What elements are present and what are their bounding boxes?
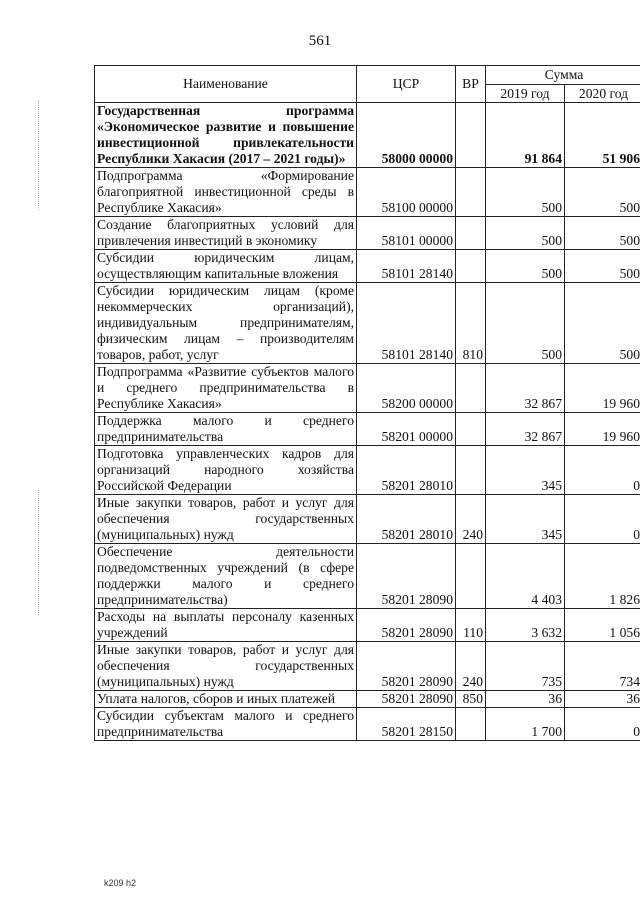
row-csr: 58101 00000	[357, 217, 456, 250]
row-csr: 58201 28010	[357, 446, 456, 495]
header-csr: ЦСР	[357, 66, 456, 103]
row-csr: 58201 00000	[357, 413, 456, 446]
row-name: Поддержка малого и среднего предпринимательства	[95, 413, 357, 446]
row-sum-2019: 345	[486, 446, 565, 495]
table-row	[95, 446, 640, 495]
row-sum-2019: 32 867	[486, 413, 565, 446]
row-name: Иные закупки товаров, работ и услуг для обеспечения государственных (муниципальных) нужд	[95, 642, 357, 691]
row-sum-2020: 51 906	[565, 103, 640, 168]
row-csr: 58201 28090	[357, 691, 456, 708]
margin-punch-marks	[38, 490, 39, 615]
row-sum-2020: 0	[565, 495, 640, 544]
row-csr: 58201 28090	[357, 642, 456, 691]
row-name: Субсидии юридическим лицам (кроме некоммерческих организаций), индивидуальным предпринимателям, физическим лицам – производителям товаров, работ, услуг	[95, 283, 357, 364]
table-row	[95, 642, 640, 691]
header-year-2019: 2019 год	[486, 85, 565, 103]
row-name: Подготовка управленческих кадров для организаций народного хозяйства Российской Федерации	[95, 446, 357, 495]
header-vr: ВР	[456, 66, 486, 103]
table-row	[95, 413, 640, 446]
row-sum-2020: 36	[565, 691, 640, 708]
row-csr: 58201 28090	[357, 609, 456, 642]
table-row	[95, 691, 640, 708]
row-sum-2020: 500	[565, 283, 640, 364]
row-vr: 240	[456, 495, 486, 544]
row-name: Расходы на выплаты персоналу казенных учреждений	[95, 609, 357, 642]
row-sum-2019: 735	[486, 642, 565, 691]
row-vr	[456, 413, 486, 446]
row-sum-2019: 500	[486, 250, 565, 283]
row-vr	[456, 708, 486, 741]
row-sum-2019: 500	[486, 283, 565, 364]
row-sum-2020: 500	[565, 250, 640, 283]
row-sum-2019: 91 864	[486, 103, 565, 168]
table-body	[95, 103, 640, 741]
row-sum-2019: 1 700	[486, 708, 565, 741]
row-sum-2019: 36	[486, 691, 565, 708]
row-sum-2020: 500	[565, 168, 640, 217]
row-csr: 58200 00000	[357, 364, 456, 413]
row-vr: 850	[456, 691, 486, 708]
header-year-2020: 2020 год	[565, 85, 640, 103]
row-vr	[456, 364, 486, 413]
table-row	[95, 708, 640, 741]
budget-table	[94, 65, 640, 741]
row-vr: 810	[456, 283, 486, 364]
table-row	[95, 364, 640, 413]
row-csr: 58101 28140	[357, 250, 456, 283]
row-sum-2019: 3 632	[486, 609, 565, 642]
row-name: Обеспечение деятельности подведомственных учреждений (в сфере поддержки малого и среднего предпринимательства)	[95, 544, 357, 609]
row-sum-2019: 500	[486, 217, 565, 250]
row-csr: 58201 28010	[357, 495, 456, 544]
row-name: Субсидии субъектам малого и среднего предпринимательства	[95, 708, 357, 741]
row-sum-2020: 0	[565, 446, 640, 495]
row-csr: 58201 28150	[357, 708, 456, 741]
row-sum-2020: 19 960	[565, 364, 640, 413]
table-row	[95, 168, 640, 217]
row-vr: 110	[456, 609, 486, 642]
row-name: Подпрограмма «Формирование благоприятной инвестиционной среды в Республике Хакасия»	[95, 168, 357, 217]
row-sum-2020: 1 826	[565, 544, 640, 609]
row-csr: 58201 28090	[357, 544, 456, 609]
table-row	[95, 250, 640, 283]
row-sum-2020: 1 056	[565, 609, 640, 642]
table-row	[95, 283, 640, 364]
row-vr: 240	[456, 642, 486, 691]
row-sum-2020: 0	[565, 708, 640, 741]
row-vr	[456, 544, 486, 609]
row-name: Уплата налогов, сборов и иных платежей	[95, 691, 357, 708]
row-name: Иные закупки товаров, работ и услуг для обеспечения государственных (муниципальных) нужд	[95, 495, 357, 544]
row-sum-2020: 734	[565, 642, 640, 691]
row-sum-2020: 19 960	[565, 413, 640, 446]
row-name: Государственная программа «Экономическое развитие и повышение инвестиционной привлекательности Республики Хакасия (2017 – 2021 годы)»	[95, 103, 357, 168]
header-sum: Сумма	[486, 66, 640, 85]
row-name: Создание благоприятных условий для привлечения инвестиций в экономику	[95, 217, 357, 250]
table-row	[95, 544, 640, 609]
table-row	[95, 103, 640, 168]
row-sum-2019: 500	[486, 168, 565, 217]
margin-punch-marks	[38, 100, 39, 210]
row-vr	[456, 217, 486, 250]
row-vr	[456, 103, 486, 168]
row-vr	[456, 168, 486, 217]
row-vr	[456, 250, 486, 283]
row-csr: 58000 00000	[357, 103, 456, 168]
row-name: Субсидии юридическим лицам, осуществляющим капитальные вложения	[95, 250, 357, 283]
table-row	[95, 609, 640, 642]
row-sum-2019: 345	[486, 495, 565, 544]
row-sum-2020: 500	[565, 217, 640, 250]
row-name: Подпрограмма «Развитие субъектов малого и среднего предпринимательства в Республике Хакасия»	[95, 364, 357, 413]
footer-code: k209 h2	[104, 878, 137, 888]
page-number: 561	[308, 33, 332, 49]
header-name: Наименование	[95, 66, 357, 103]
table-row	[95, 217, 640, 250]
row-sum-2019: 32 867	[486, 364, 565, 413]
row-csr: 58100 00000	[357, 168, 456, 217]
table-row	[95, 495, 640, 544]
row-sum-2019: 4 403	[486, 544, 565, 609]
row-vr	[456, 446, 486, 495]
row-csr: 58101 28140	[357, 283, 456, 364]
